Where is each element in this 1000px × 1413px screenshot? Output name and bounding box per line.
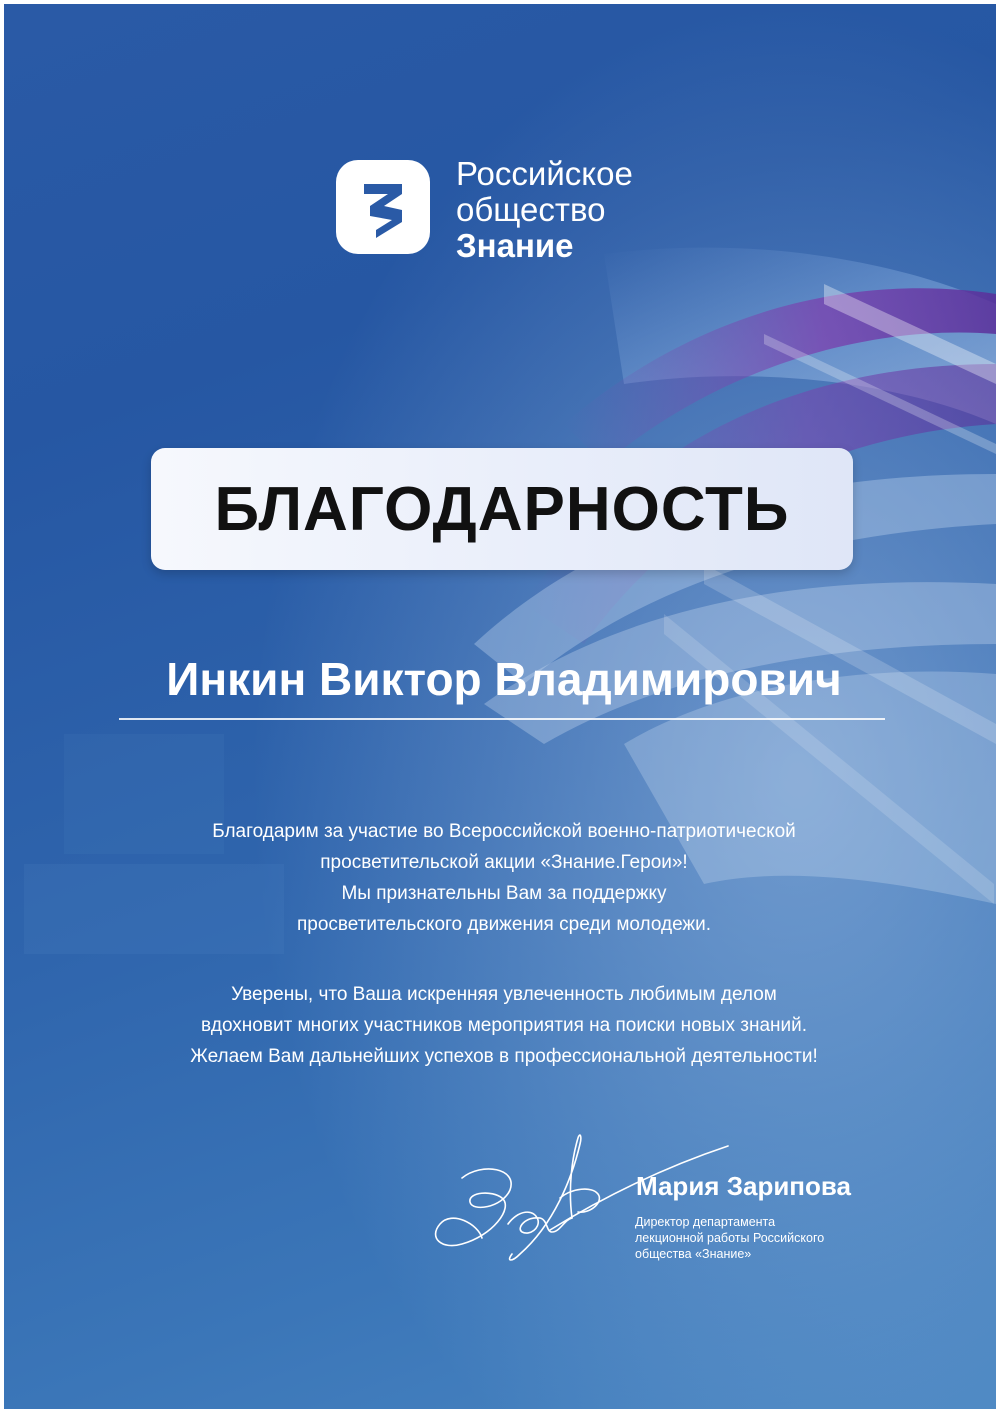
- body-line: вдохновит многих участников мероприятия на поиски новых знаний.: [200, 1015, 808, 1036]
- signatory-name: Мария Зарипова: [636, 1171, 851, 1201]
- title-plaque: [151, 448, 853, 570]
- body-line: Желаем Вам дальнейших успехов в профессиональной деятельности!: [190, 1046, 818, 1067]
- logo-line-3: Знание: [456, 227, 574, 264]
- recipient-underline: [119, 718, 885, 720]
- recipient-name: Инкин Виктор Владимирович: [166, 653, 842, 705]
- signatory-role: [635, 1214, 824, 1262]
- logo-line-2: общество: [456, 191, 606, 228]
- signatory-role-line: лекционной работы Российского: [635, 1231, 825, 1245]
- signatory-role-line: общества «Знание»: [635, 1247, 752, 1261]
- logo-line-1: Российское: [456, 155, 633, 192]
- body-paragraph-2: [84, 979, 924, 1072]
- organization-logo: [336, 156, 696, 266]
- body-line: Мы признательны Вам за поддержку: [341, 883, 667, 904]
- body-line: просветительского движения среди молодежи.: [296, 914, 712, 935]
- logo-wordmark: [456, 156, 633, 264]
- body-line: просветительской акции «Знание.Герои»!: [320, 852, 688, 873]
- body-line: Уверены, что Ваша искренняя увлеченность любимым делом: [231, 984, 777, 1005]
- znanie-logo-icon: [336, 160, 430, 254]
- certificate-title: БЛАГОДАРНОСТЬ: [214, 474, 790, 544]
- body-line: Благодарим за участие во Всероссийской военно-патриотической: [212, 821, 796, 842]
- certificate: [4, 4, 996, 1409]
- body-paragraph-1: [84, 816, 924, 940]
- signatory-role-line: Директор департамента: [635, 1215, 776, 1229]
